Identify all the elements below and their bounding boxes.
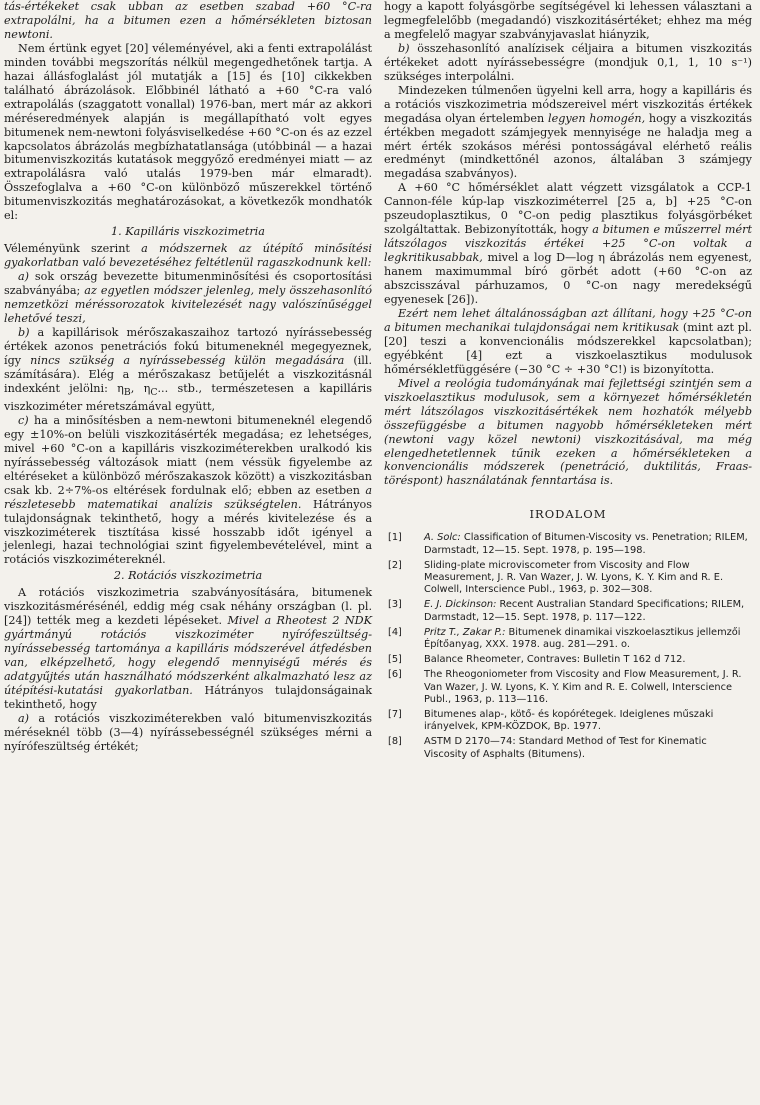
reference-number: [5] — [388, 654, 402, 666]
right-column — [384, 0, 752, 764]
reference-text: The Rheogoniometer from Viscosity and Flow Measurement, J. R. Van Wazer, J. W. Lyons, K. Y. Kim and R. E. Colwell, Interscience Publ., 1963, p. 113—116. — [424, 669, 742, 705]
reference-item — [384, 560, 752, 597]
paragraph-rotational: A rotációs viszkozimetria szabványosítására, bitumenek viszkozitásmérésénél, eddig még csak néhány országban (l. pl. [24]) tették meg a kezdeti lépéseket. Mivel a Rheotest 2 NDK gyártmányú rotációs viszkoziméter nyírófeszültség-nyírássebesség tartománya a kapilláris módszerével átfedésben van, elképzelhető, hogy elegendő mennyiségű mérés és adatgyűjtés után használható módszerként alkalmazható lesz az útépítési-kutatási gyakorlatban. Hátrányos tulajdonságainak tekinthető, hogy — [4, 586, 372, 711]
list-item-rotational-b: b) összehasonlító analízisek céljaira a bitumen viszkozitás értékeket adott nyírássebességre (mondjuk 0,1, 1, 10 s⁻¹) szükséges interpolálni. — [384, 41, 752, 83]
reference-number: [8] — [388, 736, 402, 748]
reference-text: A. Solc: Classification of Bitumen-Viscosity vs. Penetration; RILEM, Darmstadt, 12—15. Sept. 1978, p. 195—198. — [424, 532, 748, 556]
reference-item — [384, 654, 752, 666]
references-title: IRODALOM — [529, 507, 607, 522]
list-item-b: b) a kapillárisok mérőszakaszaihoz tartozó nyírássebesség értékek azonos penetrációs fokú bitumeneknél megegyeznek, így nincs szükség a nyírássebesség külön megadására (ill. számítására). Elég a mérőszakasz betűjelét a viszkozitásnál indexként jelölni: $\eta_B$, $\eta_C$... stb., természetesen a kapilláris viszkoziméter méretszámával együtt, — [4, 325, 373, 413]
list-item-a: a) sok ország bevezette bitumenminősítési és csoportosítási szabványába; az egyetlen módszer jelenleg, mely összehasonlító nemzetközi méréssorozatok kivitelezését nagy valószínűséggel lehetővé teszi, — [4, 270, 372, 325]
reference-text: ASTM D 2170—74: Standard Method of Test for Kinematic Viscosity of Asphalts (Bitumens). — [424, 736, 707, 760]
reference-item — [384, 709, 752, 733]
paragraph-nem-ertunk: Nem értünk egyet [20] véleményével, aki a fenti extrapolálást minden további megszorítás nélkül megengedhetőnek tartja. A hazai állásfoglalást jól mutatják a [15] és [10] cikkekben található ábrázolások. Előbbinél látható a +60 °C-ra való extrapolálás (szaggatott vonallal) 1976-ban, mert már az akkori méréseredmények alapján is megállapítható volt egyes bitumenek nem-newtoni folyásviselkedése +60 °C-on és az ezzel kapcsolatos ábrázolás megbízhatatlansága (utóbbinál — a hazai bitumenviszkozitás kutatások meggyőző eredményei miatt — az extrapolálásra való utalás 1979-ben már elmaradt). Összefoglalva a +60 °C-on különböző műszerekkel történő bitumenviszkozitás meghatározásokat, a következők mondhatók el: — [4, 41, 372, 223]
reference-text: Sliding-plate microviscometer from Viscosity and Flow Measurement, J. R. Van Wazer, J. W. Lyons, K. Y. Kim and R. E. Colwell, Interscience Publ., 1963, p. 302—308. — [424, 559, 724, 596]
references-list — [384, 532, 752, 760]
paragraph-velemenyunk: Véleményünk szerint a módszernek az útépítő minősítési gyakorlatban való bevezetéséhez feltétlenül ragaszkodnunk kell: — [4, 242, 372, 270]
reference-item — [384, 736, 752, 760]
reference-text: Pritz T., Zakar P.: Bitumenek dinamikai viszkoelasztikus jellemzői Építőanyag, XXX. 1978. aug. 281—291. o. — [424, 626, 741, 650]
reference-text: Balance Rheometer, Contraves: Bulletin T 162 d 712. — [424, 654, 686, 666]
list-item-rotational-a: a) a rotációs viszkoziméterekben való bitumenviszkozitás méréseknél több (3—4) nyírássebességnél szükséges mérni a nyírófeszültség értékét; — [4, 711, 372, 753]
reference-item — [384, 669, 752, 706]
paragraph-mivel: Mivel a reológia tudományának mai fejlettségi szintjén sem a viszkoelasztikus modulusok, sem a környezet hőmérsékletén mért látszólagos viszkozitásértékek nem hozhatók mélyebb összefüggésbe a bitumen nagyobb hőmérsékleteken mért (newtoni vagy közel newtoni) viszkozitásával, ma még elengedhetetlennek tűnik ezeken a hőmérsékleteken a konvencionális módszerek (penetráció, duktilitás, Fraas-töréspont) használatának fenntartása is. — [384, 376, 752, 488]
left-column — [4, 0, 372, 754]
reference-text: Bitumenes alap-, kötő- és kopórétegek. Ideiglenes műszaki irányelvek, KPM-KÖZDOK, Bp. 1977. — [424, 708, 714, 733]
paragraph-below-60: A +60 °C hőmérséklet alatt végzett vizsgálatok a CCP-1 Cannon-féle kúp-lap viszkoziméterrel [25 a, b] +25 °C-on pszeudoplasztikus, 0 °C-on pedig plasztikus folyásgörbéket szolgáltattak. Bebizonyították, hogy a bitumen e műszerrel mért látszólagos viszkozitás értékei +25 °C-on voltak a legkritikusabbak, mivel a log D—log η ábrázolás nem egyenest, hanem maximummal bíró görbét adott (+60 °C-on az abszcisszával párhuzamos, 0 °C-on nagy meredekségű egyenesek [26]). — [384, 181, 752, 307]
section-heading-rotational: 2. Rotációs viszkozimetria — [113, 569, 263, 583]
list-item-c: c) ha a minősítésben a nem-newtoni bitumeneknél elegendő egy ±10%-on belüli viszkozitásérték megadása; ez lehetséges, mivel +60 °C-on a kapilláris viszkoziméterekben uralkodó kis nyírássebesség változások miatt (nem véssük figyelembe az eltéréseket a különböző mérőszakaszok között) a viszkozitásban csak kb. 2÷7%-os eltérések fordulnak elő; ebben az esetben a részletesebb matematikai analízis szükségtelen. Hátrányos tulajdonságnak tekinthető, hogy a mérés kivitelezése és a viszkoziméterek tisztítása kissé hosszabb időt igényel a jelenlegi, hazai technológiai szint figyelembevételével, mint a rotációs viszkozimétereknél. — [4, 413, 372, 567]
reference-number: [2] — [388, 559, 402, 571]
reference-number: [6] — [388, 669, 402, 681]
reference-item — [384, 627, 752, 651]
reference-number: [3] — [388, 599, 402, 611]
reference-number: [7] — [388, 708, 402, 720]
paragraph-mindezeken: Mindezeken túlmenően ügyelni kell arra, hogy a kapilláris és a rotációs viszkozimetria módszereivel mért viszkozitás értékek megadása olyan értelemben legyen homogén, hogy a viszkozitás értékben megadott számjegyek mennyisége ne haladja meg a mért érték szokásos mérési pontosságával elérhető reális eredményt (mindkettőnél azonos, általában 3 számjegy megadása szabványos). — [384, 83, 752, 181]
reference-text: E. J. Dickinson: Recent Australian Standard Specifications; RILEM, Darmstadt, 12—15. Sept. 1978, p. 117—122. — [424, 599, 745, 623]
reference-number: [4] — [388, 626, 402, 638]
paragraph-continued: hogy a kapott folyásgörbe segítségével ki lehessen választani a legmegfelelőbb (megadandó) viszkozitásértéket; ehhez ma még a megfelelő magyar szabványjavaslat hiányzik, — [384, 0, 752, 41]
section-heading-capillary: 1. Kapilláris viszkozimetria — [111, 225, 265, 239]
reference-item — [384, 532, 752, 556]
paragraph-ezert: Ezért nem lehet általánosságban azt állítani, hogy +25 °C-on a bitumen mechanikai tulajdonságai nem kritikusak (mint azt pl. [20] teszi a konvencionális módszerekkel kapcsolatban); egyébként [4] ezt a viszkoelasztikus modulusok hőmérsékletfüggésére (−30 °C ÷ +30 °C!) is bizonyította. — [384, 306, 752, 376]
paragraph-intro-tail: tás-értékeket csak ubban az esetben szabad +60 °C-ra extrapolálni, ha a bitumen ezen a hőmérsékleten biztosan newtoni. — [4, 0, 372, 41]
reference-item — [384, 599, 752, 623]
reference-number: [1] — [388, 532, 402, 544]
